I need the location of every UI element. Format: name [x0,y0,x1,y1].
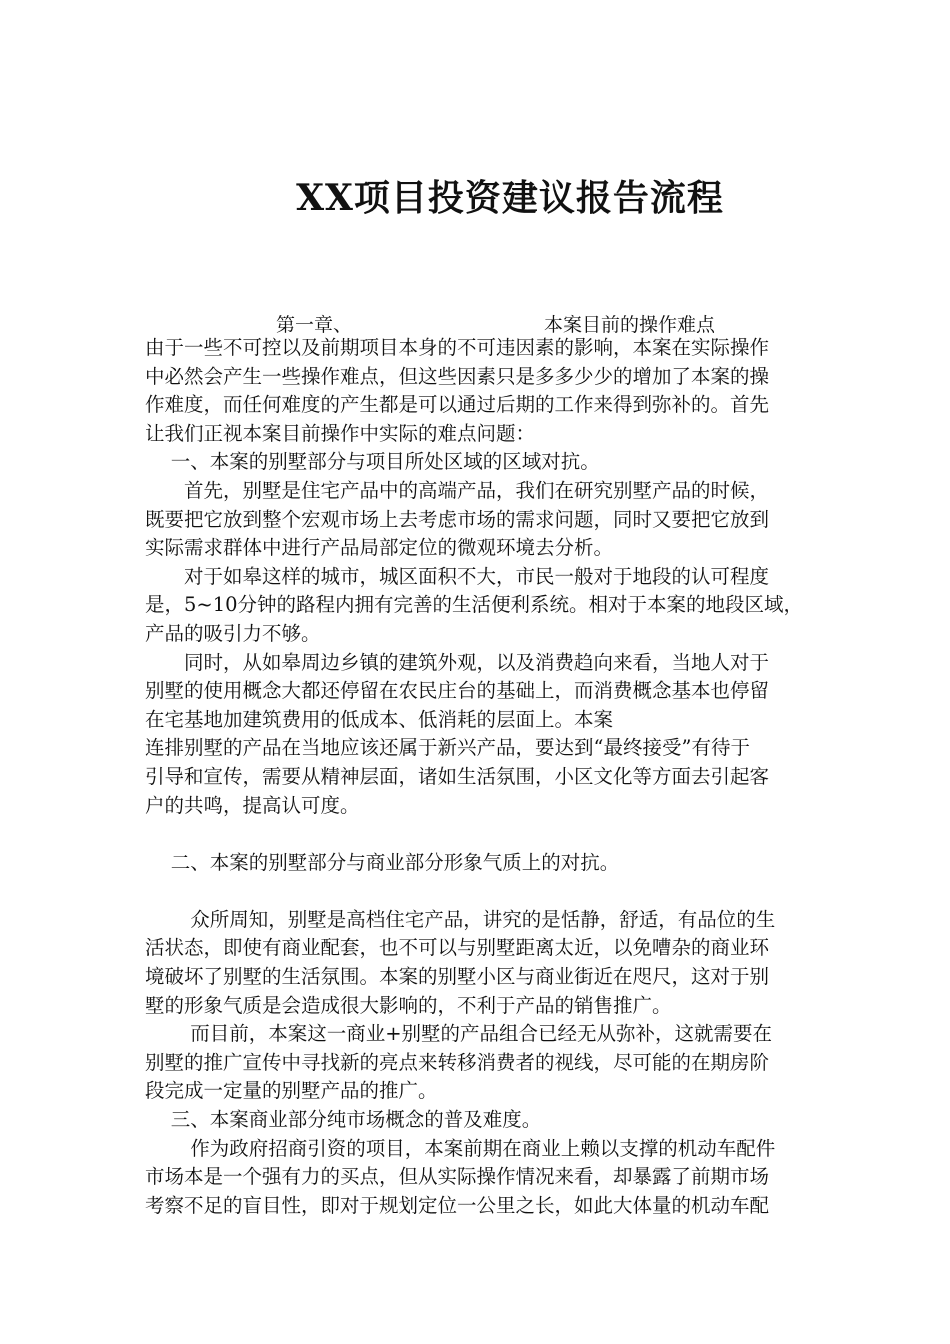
body-line: 众所周知，别墅是高档住宅产品，讲究的是恬静，舒适，有品位的生 [145,907,776,931]
document-title: XX项目投资建议报告流程 [296,177,724,219]
body-line: 同时，从如皋周边乡镇的建筑外观，以及消费趋向来看，当地人对于 [145,650,770,674]
body-line: 段完成一定量的别墅产品的推广。 [145,1079,438,1103]
body-line: 户的共鸣，提高认可度。 [145,793,360,817]
body-line: 连排别墅的产品在当地应该还属于新兴产品，要达到“最终接受”有待于 [145,736,750,760]
body-line: 既要把它放到整个宏观市场上去考虑市场的需求问题，同时又要把它放到 [145,507,770,531]
section-heading-3: 三、本案商业部分纯市场概念的普及难度。 [145,1108,542,1132]
body-line: 墅的形象气质是会造成很大影响的，不利于产品的销售推广。 [145,993,672,1017]
body-line: 活状态，即使有商业配套，也不可以与别墅距离太近，以免嘈杂的商业环 [145,936,770,960]
body-line: 引导和宣传，需要从精神层面，诸如生活氛围，小区文化等方面去引起客 [145,764,770,788]
body-line: 考察不足的盲目性，即对于规划定位一公里之长，如此大体量的机动车配 [145,1193,770,1217]
body-line: 别墅的使用概念大都还停留在农民庄台的基础上，而消费概念基本也停留 [145,679,770,703]
body-line: 产品的吸引力不够。 [145,621,321,645]
blank-line [145,877,880,906]
body-line: 中必然会产生一些操作难点，但这些因素只是多多少少的增加了本案的操 [145,364,770,388]
chapter-number: 第一章、 [276,314,353,336]
section-heading-1: 一、本案的别墅部分与项目所处区域的区域对抗。 [145,450,600,474]
section-heading-2: 二、本案的别墅部分与商业部分形象气质上的对抗。 [145,850,620,874]
body-line: 让我们正视本案目前操作中实际的难点问题： [145,421,536,445]
body-line: 首先，别墅是住宅产品中的高端产品，我们在研究别墅产品的时候， [145,478,770,502]
body-line: 是，5~10分钟的路程内拥有完善的生活便利系统。相对于本案的地段区域， [145,593,804,617]
body-line: 作难度，而任何难度的产生都是可以通过后期的工作来得到弥补的。首先 [145,393,770,417]
body-line: 对于如皋这样的城市，城区面积不大，市民一般对于地段的认可程度 [145,564,770,588]
body-line: 由于一些不可控以及前期项目本身的不可违因素的影响，本案在实际操作 [145,336,770,359]
body-line: 而目前，本案这一商业+别墅的产品组合已经无从弥补，这就需要在 [145,1022,773,1046]
blank-line [145,820,880,849]
body-line: 实际需求群体中进行产品局部定位的微观环境去分析。 [145,536,614,560]
document-body [145,334,880,1220]
chapter-heading [276,310,715,337]
body-line: 别墅的推广宣传中寻找新的亮点来转移消费者的视线，尽可能的在期房阶 [145,1050,770,1074]
body-line: 市场本是一个强有力的买点，但从实际操作情况来看，却暴露了前期市场 [145,1165,770,1189]
body-line: 在宅基地加建筑费用的低成本、低消耗的层面上。本案 [145,707,614,731]
body-line: 作为政府招商引资的项目，本案前期在商业上赖以支撑的机动车配件 [145,1136,776,1160]
body-line: 境破坏了别墅的生活氛围。本案的别墅小区与商业街近在咫尺，这对于别 [145,965,770,989]
chapter-title: 本案目前的操作难点 [544,314,716,336]
